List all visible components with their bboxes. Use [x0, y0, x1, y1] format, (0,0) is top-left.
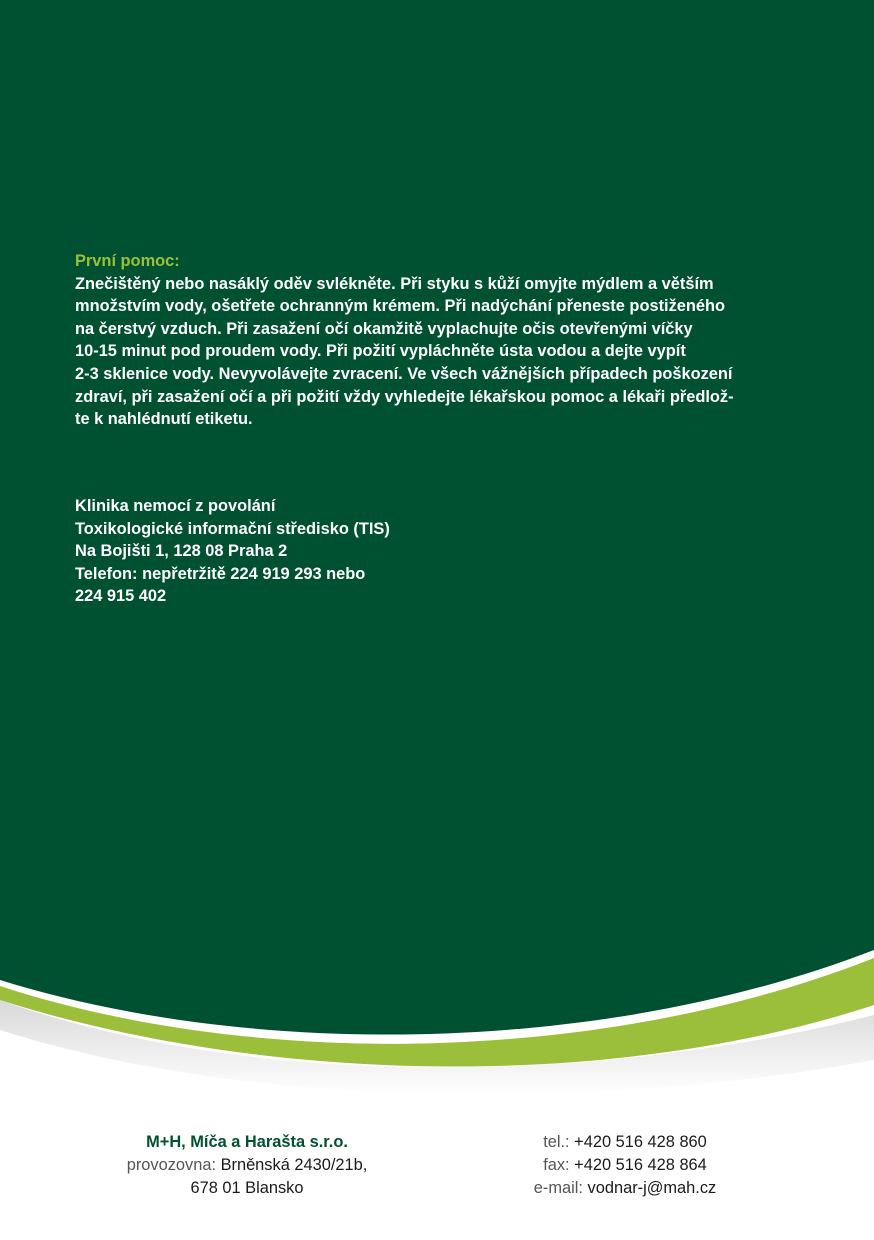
first-aid-heading: První pomoc: — [75, 252, 180, 270]
first-aid-line: Znečištěný nebo nasáklý oděv svlékněte. Při styku s kůží omyjte mýdlem a větším — [75, 274, 714, 293]
clinic-name: Klinika nemocí z povolání — [75, 497, 276, 515]
first-aid-line: na čerstvý vzduch. Při zasažení očí okamžitě vyplachujte očis otevřenými víčky — [75, 319, 693, 338]
fax-label: fax: — [543, 1156, 570, 1174]
address-label: provozovna: — [126, 1156, 216, 1174]
footer-company-block — [92, 1131, 402, 1200]
first-aid-line: zdraví, při zasažení očí a při požití vždy vyhledejte lékařskou pomoc a lékaři předlož- — [75, 387, 734, 406]
company-name: M+H, Míča a Harašta s.r.o. — [146, 1133, 348, 1151]
first-aid-line: 10-15 minut pod proudem vody. Při požití vypláchněte ústa vodou a dejte vypít — [75, 342, 686, 361]
clinic-address: Na Bojišti 1, 128 08 Praha 2 — [75, 542, 288, 561]
clinic-contact-section — [75, 495, 575, 608]
clinic-department: Toxikologické informační středisko (TIS) — [75, 519, 390, 538]
address-street: Brněnská 2430/21b, — [220, 1156, 368, 1174]
clinic-phone-alt: 224 915 402 — [75, 587, 167, 606]
footer-email — [505, 1177, 745, 1200]
first-aid-section — [75, 250, 795, 431]
footer-contact-block — [505, 1131, 745, 1200]
email-link[interactable]: vodnar-j@mah.cz — [587, 1179, 717, 1197]
fax-value: +420 516 428 864 — [574, 1156, 707, 1174]
tel-label: tel.: — [543, 1133, 570, 1151]
company-address-city: 678 01 Blansko — [190, 1179, 304, 1197]
first-aid-line: množstvím vody, ošetřete ochranným krémem. Při nadýchání přeneste postiženého — [75, 297, 726, 316]
tel-value: +420 516 428 860 — [574, 1133, 707, 1151]
footer-tel — [505, 1131, 745, 1154]
first-aid-line: 2-3 sklenice vody. Nevyvolávejte zvracení. Ve všech vážnějších případech poškození — [75, 364, 733, 383]
footer-fax — [505, 1154, 745, 1177]
clinic-phone: Telefon: nepřetržitě 224 919 293 nebo — [75, 564, 366, 583]
email-label: e-mail: — [533, 1179, 583, 1197]
company-address-street — [92, 1154, 402, 1177]
first-aid-line: te k nahlédnutí etiketu. — [75, 410, 253, 429]
